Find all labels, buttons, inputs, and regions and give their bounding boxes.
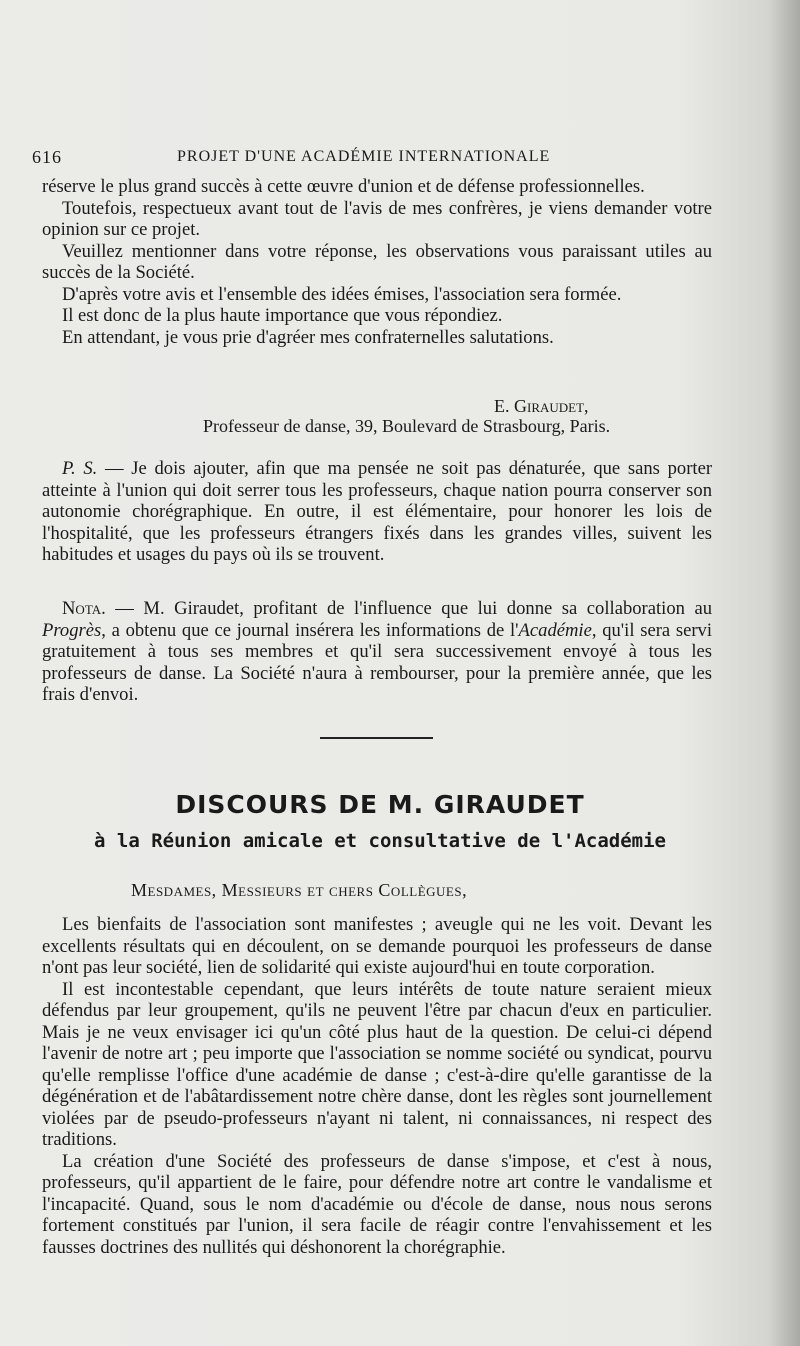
section-title: DISCOURS DE M. GIRAUDET — [175, 790, 585, 819]
nota — [42, 598, 712, 706]
letter-paragraph: D'après votre avis et l'ensemble des idées émises, l'association sera formée. — [62, 283, 622, 305]
postscript-paragraph: P. S. — Je dois ajouter, afin que ma pensée ne soit pas dénaturée, que sans porter atteinte à l'union qui doit serrer tous les professeurs, chaque nation pourra conserver son autonomie chorégraphique. En outre, il est élémentaire, pour honorer les lois de l'hospitalité, que les professeurs étrangers fixés dans les grandes villes, suivent les habitudes et usages du pays où ils se trouvent. — [42, 458, 713, 565]
signature-title: Professeur de danse, 39, Boulevard de Strasbourg, Paris. — [203, 416, 611, 436]
letter-paragraph: réserve le plus grand succès à cette œuvre d'union et de défense professionnelles. — [42, 176, 645, 197]
section-divider — [320, 737, 433, 739]
running-title: PROJET D'UNE ACADÉMIE INTERNATIONALE — [177, 148, 551, 165]
nota-paragraph: Nota. — M. Giraudet, profitant de l'influence que lui donne sa collaboration au Progrès, a obtenu que ce journal insérera les informations de l'Académie, qu'il sera servi gratuitement à tous ses membres et qu'il sera successivement envoyé à tous les professeurs de danse. La Société n'aura à rembourser, pour la première année, que les frais d'envoi. — [42, 598, 712, 705]
letter-body — [42, 176, 712, 348]
letter-paragraph: Il est donc de la plus haute importance que vous répondiez. — [62, 305, 503, 326]
discours-paragraph: La création d'une Société des professeurs de danse s'impose, et c'est à nous, professeurs, qu'il appartient de le faire, pour défendre notre art contre le vandalisme et l'incapacité. Quand, sous le nom d'académie ou d'école de danse, nous nous serons fortement constitués par l'union, il sera facile de réagir contre l'envahissement et les fausses doctrines des nullités qui déshonorent la chorégraphie. — [42, 1150, 712, 1258]
discours-paragraph: Les bienfaits de l'association sont manifestes ; aveugle qui ne les voit. Devant les excellents résultats qui en découlent, on se demande pourquoi les professeurs de danse n'ont pas leur société, lien de solidarité qui existe aujourd'hui en toute corporation. — [42, 914, 712, 978]
postscript-label: P. S. — [62, 458, 98, 479]
nota-label: Nota. — [62, 598, 106, 619]
postscript — [42, 458, 712, 566]
page-number: 616 — [32, 147, 62, 167]
salutation: Mesdames, Messieurs et chers Collègues, — [131, 880, 468, 900]
section-subtitle: à la Réunion amicale et consultative de l'Académie — [94, 830, 666, 852]
signature-name: E. Giraudet, — [494, 396, 589, 416]
letter-paragraph: Toutefois, respectueux avant tout de l'avis de mes confrères, je viens demander votre opinion sur ce projet. — [42, 197, 712, 240]
discours-paragraph: Il est incontestable cependant, que leurs intérêts de toute nature seraient mieux défendus par leur groupement, qu'ils ne peuvent l'être par chacun d'eux en particulier. Mais je ne veux envisager ici qu'un côté plus haut de la question. De celui-ci dépend l'avenir de notre art ; peu importe que l'association se nomme société ou syndicat, pourvu qu'elle remplisse l'office d'une académie de danse ; c'est-à-dire qu'elle garantisse de la dégénération et de l'abâtardissement notre chère danse, dont les règles sont journellement violées par de pseudo-professeurs n'ayant ni talent, ni connaissances, ni respect des traditions. — [42, 978, 712, 1150]
discours-body — [42, 914, 712, 1258]
letter-paragraph: Veuillez mentionner dans votre réponse, les observations vous paraissant utiles au succès de la Société. — [42, 240, 712, 283]
letter-paragraph: En attendant, je vous prie d'agréer mes confraternelles salutations. — [62, 326, 554, 348]
